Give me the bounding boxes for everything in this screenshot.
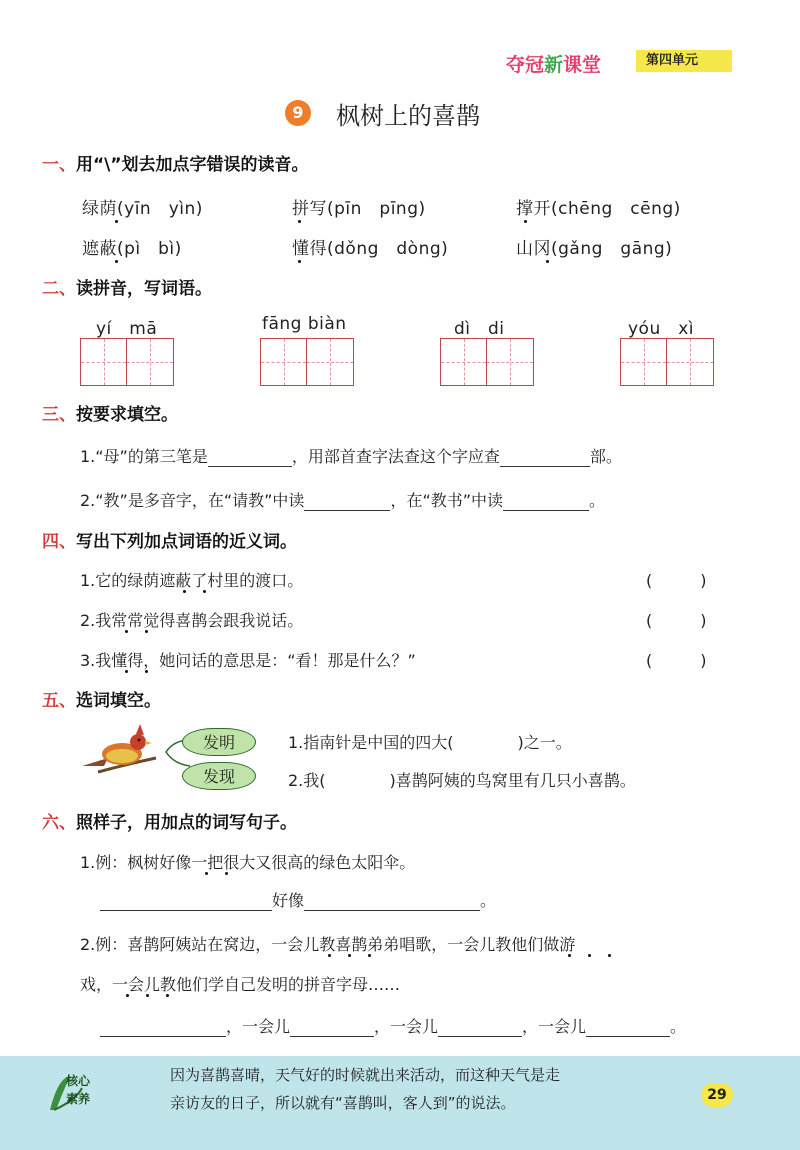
emphasis-dot (205, 872, 208, 875)
emphasis-dot (126, 994, 129, 997)
question-text: 2.我( (288, 771, 326, 790)
choice-question-2 (288, 768, 636, 791)
answer-blank[interactable] (208, 448, 292, 467)
example-sentence: 戏，一会儿教他们学自己发明的拼音字母…… (80, 975, 401, 994)
pinyin-choice: 懂得(dǒng dòng) (292, 239, 449, 259)
question-text: 1.“母”的第三笔是 (80, 447, 208, 466)
emphasis-dot (568, 954, 571, 957)
question-text: 1.指南针是中国的四大( (288, 733, 454, 752)
fill-question-2 (80, 488, 605, 511)
emphasis-dot (298, 220, 301, 223)
question-text: )喜鹊阿姨的鸟窝里有几只小喜鹊。 (389, 771, 636, 790)
question-text: ，一会儿 (522, 1017, 587, 1036)
unit-label: 第四单元 (636, 50, 732, 72)
pinyin-choice: 绿荫(yīn yìn) (82, 199, 203, 219)
footer-note-line: 因为喜鹊喜晴，天气好的时候就出来活动，而这种天气是走 (170, 1066, 561, 1084)
emphasis-dot (546, 260, 549, 263)
answer-blank[interactable] (503, 492, 589, 511)
emphasis-dot (588, 954, 591, 957)
question-text: ，在“教书”中读 (390, 491, 504, 510)
footer-note-line: 亲访友的日子，所以就有“喜鹊叫，客人到”的说法。 (170, 1094, 516, 1112)
answer-blank[interactable] (100, 892, 272, 911)
emphasis-dot (125, 670, 128, 673)
section-1-heading: 一、用“\”划去加点字错误的读音。 (42, 155, 309, 175)
section-3-heading: 三、按要求填空。 (42, 405, 178, 425)
answer-parens[interactable]: ( ) (646, 571, 707, 590)
word-choice-leaf: 发明 (182, 728, 256, 756)
question-text: ，一会儿 (374, 1017, 439, 1036)
emphasis-dot (166, 994, 169, 997)
sentence-item: 1.它的绿荫遮蔽了村里的渡口。 (80, 571, 304, 590)
answer-blank[interactable] (100, 1018, 226, 1037)
question-text: 部。 (589, 447, 622, 466)
section-6-heading: 六、照样子，用加点的词写句子。 (42, 813, 297, 833)
question-text: ，一会儿 (226, 1017, 291, 1036)
answer-parens[interactable]: ( ) (646, 611, 707, 630)
sentence-item: 3.我懂得，她问话的意思是：“看！那是什么？” (80, 651, 416, 670)
emphasis-dot (115, 220, 118, 223)
pinyin-prompt: yóu xì (628, 319, 695, 339)
pinyin-choice: 山冈(gǎng gāng) (516, 239, 673, 259)
emphasis-dot (125, 630, 128, 633)
page-number: 29 (701, 1083, 733, 1107)
fill-question-1 (80, 444, 622, 467)
question-text: 2.“教”是多音字，在“请教”中读 (80, 491, 305, 510)
pinyin-choice: 拼写(pīn pīng) (292, 199, 426, 219)
answer-blank[interactable] (290, 1018, 374, 1037)
brand-logo: 夺冠新课堂 (506, 54, 602, 76)
pinyin-prompt: fāng biàn (262, 314, 347, 334)
example-sentence: 1.例：枫树好像一把很大又很高的绿色太阳伞。 (80, 853, 416, 872)
choice-question-1 (288, 730, 572, 753)
writing-grid[interactable] (620, 338, 714, 386)
emphasis-dot (183, 590, 186, 593)
answer-blank[interactable] (304, 492, 390, 511)
emphasis-dot (225, 872, 228, 875)
section-2-heading: 二、读拼音，写词语。 (42, 279, 212, 299)
writing-grid[interactable] (80, 338, 174, 386)
question-text: 。 (589, 491, 606, 510)
question-text: ，用部首查字法查这个字应查 (291, 447, 500, 466)
pinyin-prompt: yí mā (96, 319, 158, 339)
pinyin-choice: 遮蔽(pì bì) (82, 239, 182, 259)
pinyin-prompt: dì di (454, 319, 505, 339)
emphasis-dot (145, 670, 148, 673)
sentence-item: 2.我常常觉得喜鹊会跟我说话。 (80, 611, 304, 630)
emphasis-dot (524, 220, 527, 223)
answer-blank[interactable] (438, 1018, 522, 1037)
writing-grid[interactable] (260, 338, 354, 386)
question-text: 好像 (272, 891, 305, 910)
lesson-number: 9 (285, 100, 311, 126)
emphasis-dot (348, 954, 351, 957)
answer-line-1 (100, 888, 496, 911)
example-sentence: 2.例：喜鹊阿姨站在窝边，一会儿教喜鹊弟弟唱歌，一会儿教他们做游 (80, 935, 576, 954)
answer-blank[interactable] (586, 1018, 670, 1037)
page-title: 枫树上的喜鹊 (336, 102, 480, 130)
answer-line-2 (100, 1014, 686, 1037)
emphasis-dot (115, 260, 118, 263)
writing-grid[interactable] (440, 338, 534, 386)
emphasis-dot (145, 630, 148, 633)
question-text: )之一。 (517, 733, 572, 752)
answer-parens[interactable]: ( ) (646, 651, 707, 670)
answer-blank[interactable] (500, 448, 590, 467)
question-text: 。 (670, 1017, 687, 1036)
core-literacy-badge: 核心 素养 (66, 1074, 91, 1106)
section-4-heading: 四、写出下列加点词语的近义词。 (42, 532, 297, 552)
emphasis-dot (608, 954, 611, 957)
emphasis-dot (368, 954, 371, 957)
question-text: 。 (480, 891, 497, 910)
section-5-heading: 五、选词填空。 (42, 691, 161, 711)
emphasis-dot (298, 260, 301, 263)
emphasis-dot (328, 954, 331, 957)
word-choice-leaf: 发现 (182, 762, 256, 790)
answer-blank[interactable] (304, 892, 480, 911)
emphasis-dot (203, 590, 206, 593)
pinyin-choice: 撑开(chēng cēng) (516, 199, 681, 219)
emphasis-dot (146, 994, 149, 997)
